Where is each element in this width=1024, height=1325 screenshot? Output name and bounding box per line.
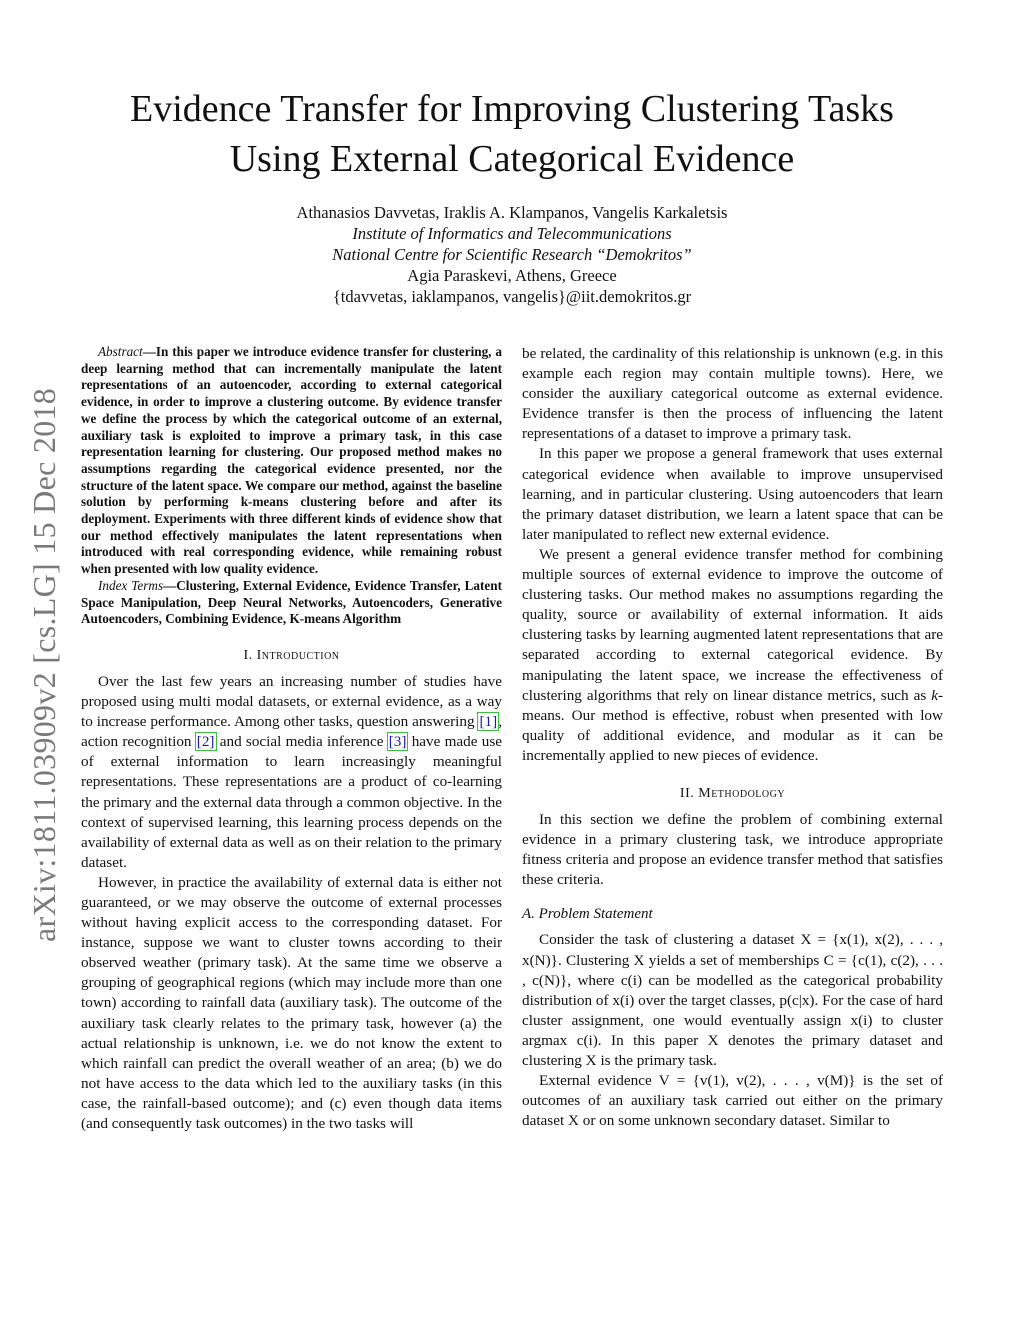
- index-terms: [81, 578, 502, 628]
- author-block: [60, 202, 964, 307]
- index-terms-text: —Clustering, External Evidence, Evidence Transfer, Latent Space Manipulation, Deep Neural Networks, Autoencoders, Generative Autoencoders, Combining Evidence, K-means Algorithm: [81, 577, 502, 627]
- section-number: II.: [679, 785, 695, 801]
- abstract-label: Abstract: [98, 344, 143, 359]
- affiliation-centre: National Centre for Scientific Research “Demokritos”: [332, 245, 692, 264]
- section-number: I.: [243, 647, 253, 663]
- section-title: Methodology: [698, 785, 786, 801]
- author-emails: {tdavvetas, iaklampanos, vangelis}@iit.demokritos.gr: [332, 287, 692, 306]
- index-terms-label: Index Terms: [98, 577, 164, 593]
- author-names: Athanasios Davvetas, Iraklis A. Klampanos, Vangelis Karkaletsis: [296, 203, 728, 222]
- text-run: and social media inference: [215, 733, 388, 751]
- intro-paragraph-2: However, in practice the availability of external data is either not guaranteed, or we may observe the outcome of external processes without having explicit access to the corresponding dataset. For instance, suppose we want to cluster towns according to their observed weather (primary task). At the same time we observe a grouping of geographical regions (which may include more than one town) according to rainfall data (auxiliary task). The outcome of the auxiliary task clearly relates to the primary task, however (a) the actual relationship is unknown, i.e. we do not know the extent to which rainfall can predict the overall weather of an area; (b) we do not have access to the data which led to the auxiliary tasks (in this case, the rainfall-based outcome); and (c) even though data items (and consequently task outcomes) in the two tasks will: [81, 873, 502, 1133]
- text-run: , action recognition: [81, 713, 502, 751]
- section-title: Introduction: [256, 647, 340, 663]
- right-column: [522, 344, 943, 1131]
- intro-paragraph-1: [81, 672, 502, 873]
- title-line-2: Using External Categorical Evidence: [229, 138, 795, 180]
- citation-link-2[interactable]: [2]: [196, 733, 215, 751]
- abstract: [81, 344, 502, 578]
- subsection-heading-problem-statement: A. Problem Statement: [522, 906, 653, 923]
- left-column: [81, 344, 502, 1134]
- arxiv-identifier: arXiv:1811.03909v2 [cs.LG] 15 Dec 2018: [26, 387, 62, 942]
- affiliation-location: Agia Paraskevi, Athens, Greece: [407, 266, 617, 285]
- intro-paragraph-4: [522, 545, 943, 766]
- affiliation-institute: Institute of Informatics and Telecommunications: [352, 224, 672, 243]
- citation-link-1[interactable]: [1]: [479, 713, 498, 731]
- text-run: have made use of external information to learn increasingly meaningful representations. These representations are a product of co-learning the primary and the external data through a common objective. In the context of supervised learning, this learning process depends on the availability of external data as well as on their relation to the primary dataset.: [81, 733, 502, 871]
- section-heading-introduction: [81, 646, 502, 666]
- text-run: -means. Our method is effective, robust when presented with low quality of additional evidence, and modular as it can be incrementally applied to new pieces of evidence.: [522, 686, 943, 764]
- methodology-paragraph-1: In this section we define the problem of combining external evidence in a primary clustering task, we introduce appropriate fitness criteria and propose an evidence transfer method that satisfies these criteria.: [522, 810, 943, 889]
- text-run: We present a general evidence transfer method for combining multiple sources of external evidence to improve the outcome of clustering tasks. Our method makes no assumptions regarding the quality, source or availability of external information. It aids clustering tasks by learning augmented latent representations that are separated according to external categorical evidence. By manipulating the latent space, we increase the effectiveness of clustering algorithms that rely on linear distance metrics, such as: [522, 545, 943, 704]
- math-k: k: [931, 686, 938, 704]
- problem-paragraph-2: External evidence V = {v(1), v(2), . . . , v(M)} is the set of outcomes of an auxiliary task carried out either on the primary dataset X or on some unknown secondary dataset. Similar to: [522, 1072, 943, 1130]
- title-line-1: Evidence Transfer for Improving Clustering Tasks: [130, 88, 894, 130]
- abstract-text: —In this paper we introduce evidence transfer for clustering, a deep learning method that can incrementally manipulate the latent representations of an autoencoder, according to external categorical evidence, in order to improve a clustering outcome. By evidence transfer we define the process by which the categorical outcome of an external, auxiliary task is exploited to improve a primary task, in this case representation learning for clustering. Our proposed method makes no assumptions regarding the categorical evidence presented, nor the structure of the latent space. We compare our method, against the baseline solution by performing k-means clustering before and after its deployment. Experiments with three different kinds of evidence show that our method effectively manipulates the latent representations when introduced with real corresponding evidence, while remaining robust when presented with low quality evidence.: [81, 344, 502, 577]
- section-heading-methodology: [522, 784, 943, 804]
- paper-title: [60, 84, 964, 184]
- intro-paragraph-continued: be related, the cardinality of this relationship is unknown (e.g. in this example each region may contain multiple towns). Here, we consider the auxiliary categorical outcome as external evidence. Evidence transfer is then the process of influencing the latent representations of a dataset to improve a primary task.: [522, 345, 943, 443]
- text-run: Over the last few years an increasing number of studies have proposed using multi modal datasets, or external evidence, as a way to increase performance. Among other tasks, question answering: [81, 672, 502, 731]
- citation-link-3[interactable]: [3]: [388, 733, 407, 751]
- problem-paragraph-1: Consider the task of clustering a dataset X = {x(1), x(2), . . . , x(N)}. Clustering X yields a set of memberships C = {c(1), c(2), . . . , c(N)}, where c(i) can be modelled as the categorical probability distribution of x(i) over the target classes, p(c|x). For the case of hard cluster assignment, one would eventually assign x(i) to cluster argmax c(i). In this paper X denotes the primary dataset and clustering X is the primary task.: [522, 931, 943, 1069]
- intro-paragraph-3: In this paper we propose a general framework that uses external categorical evidence when available to improve unsupervised learning, and in particular clustering. Using autoencoders that learn the primary dataset distribution, we learn a latent space that can be later manipulated to reflect new external evidence.: [522, 445, 943, 543]
